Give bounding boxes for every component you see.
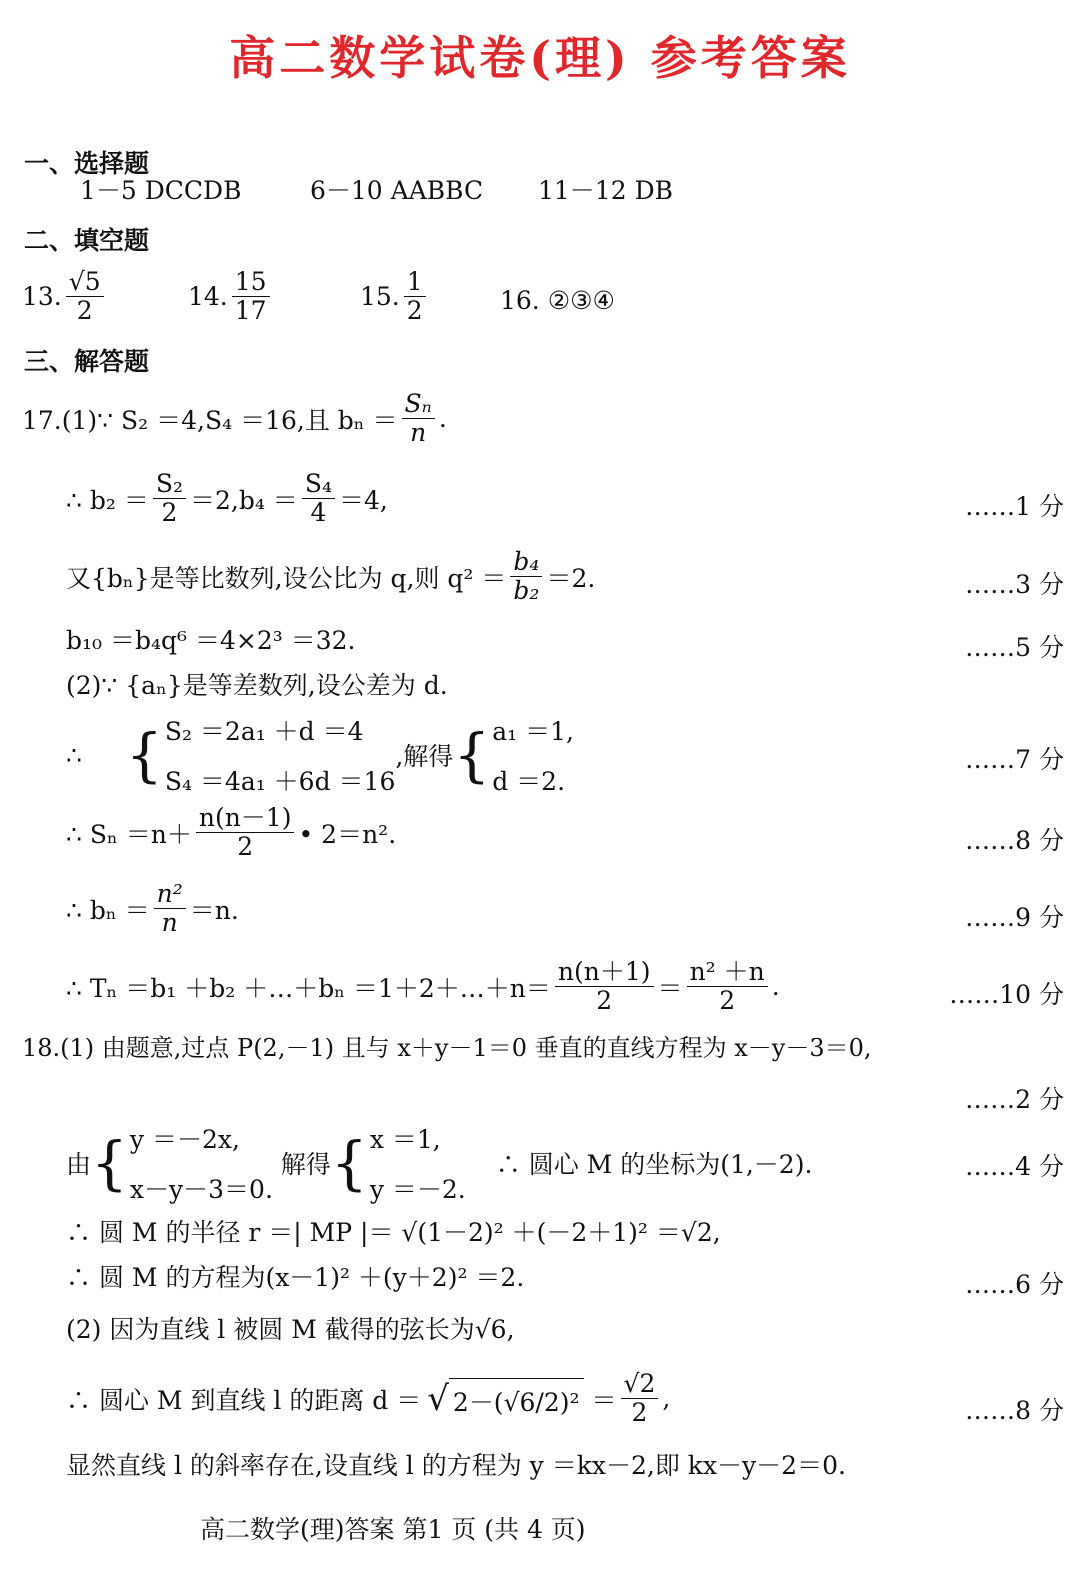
page-footer: 高二数学(理)答案 第1 页 (共 4 页) [200, 1515, 586, 1544]
p18-sys1-eq1: y ＝－2x, [129, 1125, 240, 1154]
sqrt-sign: √ [427, 1378, 449, 1419]
score-2: ……2 分 [965, 1085, 1064, 1114]
p17-l9b: ＝ [657, 973, 683, 1003]
p17-l9-num: n(n＋1) [555, 958, 654, 987]
fill-q13-label: 13. [22, 282, 62, 311]
p17-l1-den: n [410, 418, 427, 447]
score-8b: ……8 分 [965, 1396, 1064, 1425]
p17-line-7 [66, 804, 396, 861]
p18-line-4: ∴ 圆 M 的方程为(x－1)² ＋(y＋2)² ＝2. [66, 1263, 525, 1292]
p18-line-1: 18.(1) 由题意,过点 P(2,－1) 且与 x＋y－1＝0 垂直的直线方程为 x－y－3＝0, [22, 1034, 872, 1062]
p17-l6a: ∴ [66, 740, 82, 770]
fill-q14-numerator: 15 [232, 268, 270, 297]
p17-l9a: ∴ Tₙ ＝b₁ ＋b₂ ＋…＋bₙ ＝1＋2＋…＋n＝ [66, 973, 551, 1003]
p17-l3b: ＝2. [546, 563, 596, 593]
p17-l8b: ＝n. [189, 895, 239, 925]
score-4: ……4 分 [965, 1152, 1064, 1181]
p17-system-2: { a₁ ＝1, d ＝2. [453, 712, 574, 798]
p17-l1-num: Sₙ [402, 390, 435, 419]
p17-line-4: b₁₀ ＝b₄q⁶ ＝4×2³ ＝32. [66, 626, 356, 655]
p17-l9-den: 2 [596, 986, 613, 1015]
p17-sys2-eq2: d ＝2. [492, 767, 566, 796]
section-choice-heading: 一、选择题 [24, 149, 150, 178]
p18-line-3: ∴ 圆 M 的半径 r ＝| MP |＝ √(1－2)² ＋(－2＋1)² ＝√2, [66, 1218, 721, 1247]
score-7: ……7 分 [965, 745, 1064, 774]
p17-l1a: 17.(1)∵ S₂ ＝4,S₄ ＝16,且 bₙ ＝ [22, 405, 398, 435]
p17-line-2 [66, 470, 388, 527]
fill-q15-numerator: 1 [404, 268, 426, 297]
p17-l7-den: 2 [237, 832, 254, 861]
p18-l6a: ∴ 圆心 M 到直线 l 的距离 d ＝ [66, 1385, 422, 1415]
fill-q15-label: 15. [360, 282, 400, 311]
p17-l3a: 又{bₙ}是等比数列,设公比为 q,则 q² ＝ [66, 563, 507, 593]
p17-sys2-eq1: a₁ ＝1, [492, 717, 574, 746]
score-1: ……1 分 [965, 492, 1064, 521]
choice-answers-3: 11－12 DB [538, 176, 673, 205]
fill-answer-16: 16. ②③④ [500, 286, 615, 315]
fill-answer-14 [188, 268, 274, 325]
p18-line-6 [66, 1370, 670, 1427]
fill-q14-label: 14. [188, 282, 228, 311]
p18-system-1: { y ＝－2x, x－y－3＝0. [91, 1120, 273, 1206]
score-5: ……5 分 [965, 633, 1064, 662]
p17-l2-num: S₂ [153, 470, 186, 499]
p18-l6b: ＝ [591, 1385, 617, 1415]
fill-q13-denominator: 2 [76, 296, 93, 325]
p17-l1b: . [438, 404, 447, 433]
p17-l7b: • 2＝n². [298, 819, 397, 849]
p17-l8-num: n² [154, 880, 186, 909]
p17-line-1 [22, 390, 447, 447]
fill-q15-denominator: 2 [406, 296, 423, 325]
p17-l2c: ＝4, [338, 485, 388, 515]
score-10: ……10 分 [949, 980, 1064, 1009]
p17-l9c: . [771, 972, 780, 1001]
p17-system-1: { S₂ ＝2a₁ ＋d ＝4 S₄ ＝4a₁ ＋6d ＝16 [126, 712, 395, 798]
p17-l8-den: n [161, 908, 178, 937]
page-title: 高二数学试卷(理) 参考答案 [229, 31, 851, 85]
p17-l2-den2: 4 [310, 498, 327, 527]
section-fill-heading: 二、填空题 [24, 226, 150, 255]
p18-l6c: , [662, 1384, 671, 1413]
p17-line-9 [66, 958, 780, 1015]
p17-l2-den: 2 [161, 498, 178, 527]
choice-answers-2: 6－10 AABBC [310, 176, 484, 205]
fill-q13-numerator: √5 [66, 268, 104, 297]
p17-l2-num2: S₄ [302, 470, 335, 499]
p17-line-5: (2)∵ {aₙ}是等差数列,设公差为 d. [66, 671, 448, 700]
fill-q14-denominator: 17 [234, 296, 267, 325]
p17-sys1-eq2: S₄ ＝4a₁ ＋6d ＝16 [164, 767, 396, 796]
section-solve-heading: 三、解答题 [24, 347, 150, 376]
p17-line-6 [66, 712, 574, 798]
p18-l2c: ∴ 圆心 M 的坐标为(1,－2). [495, 1150, 813, 1179]
p18-sys2-eq2: y ＝－2. [369, 1175, 466, 1204]
p17-l7a: ∴ Sₙ ＝n＋ [66, 819, 192, 849]
fill-answer-15 [360, 268, 430, 325]
p17-l6b: ,解得 [395, 742, 454, 771]
p18-l2b: 解得 [280, 1150, 331, 1179]
score-9: ……9 分 [965, 903, 1064, 932]
p17-line-8 [66, 880, 239, 937]
p17-l2b: ＝2,b₄ ＝ [189, 485, 298, 515]
p18-l6-radicand: 2－(√6/2)² [449, 1378, 584, 1419]
fill-answer-13 [22, 268, 108, 325]
p18-l2a: 由 [66, 1150, 92, 1179]
p17-l3-den: b₂ [513, 576, 540, 605]
p17-l2a: ∴ b₂ ＝ [66, 485, 149, 515]
p17-sys1-eq1: S₂ ＝2a₁ ＋d ＝4 [164, 717, 364, 746]
p18-line-7: 显然直线 l 的斜率存在,设直线 l 的方程为 y ＝kx－2,即 kx－y－2＝0. [66, 1451, 846, 1480]
p17-l7-num: n(n－1) [196, 804, 295, 833]
p18-system-2: { x ＝1, y ＝－2. [331, 1120, 466, 1206]
p17-l3-num: b₄ [510, 548, 542, 577]
p18-l6-num: √2 [621, 1370, 659, 1399]
p18-l6-den: 2 [631, 1398, 648, 1427]
p18-line-5: (2) 因为直线 l 被圆 M 截得的弦长为√6, [66, 1315, 515, 1344]
p17-l8a: ∴ bₙ ＝ [66, 895, 150, 925]
p18-line-2 [66, 1120, 812, 1206]
p17-l9-num2: n² ＋n [687, 958, 768, 987]
p18-sys2-eq1: x ＝1, [369, 1125, 441, 1154]
p17-l9-den2: 2 [719, 986, 736, 1015]
choice-answers-1: 1－5 DCCDB [80, 176, 242, 205]
p17-line-3 [66, 548, 595, 605]
p18-sys1-eq2: x－y－3＝0. [129, 1175, 273, 1204]
score-6: ……6 分 [965, 1270, 1064, 1299]
score-8: ……8 分 [965, 826, 1064, 855]
score-3: ……3 分 [965, 570, 1064, 599]
